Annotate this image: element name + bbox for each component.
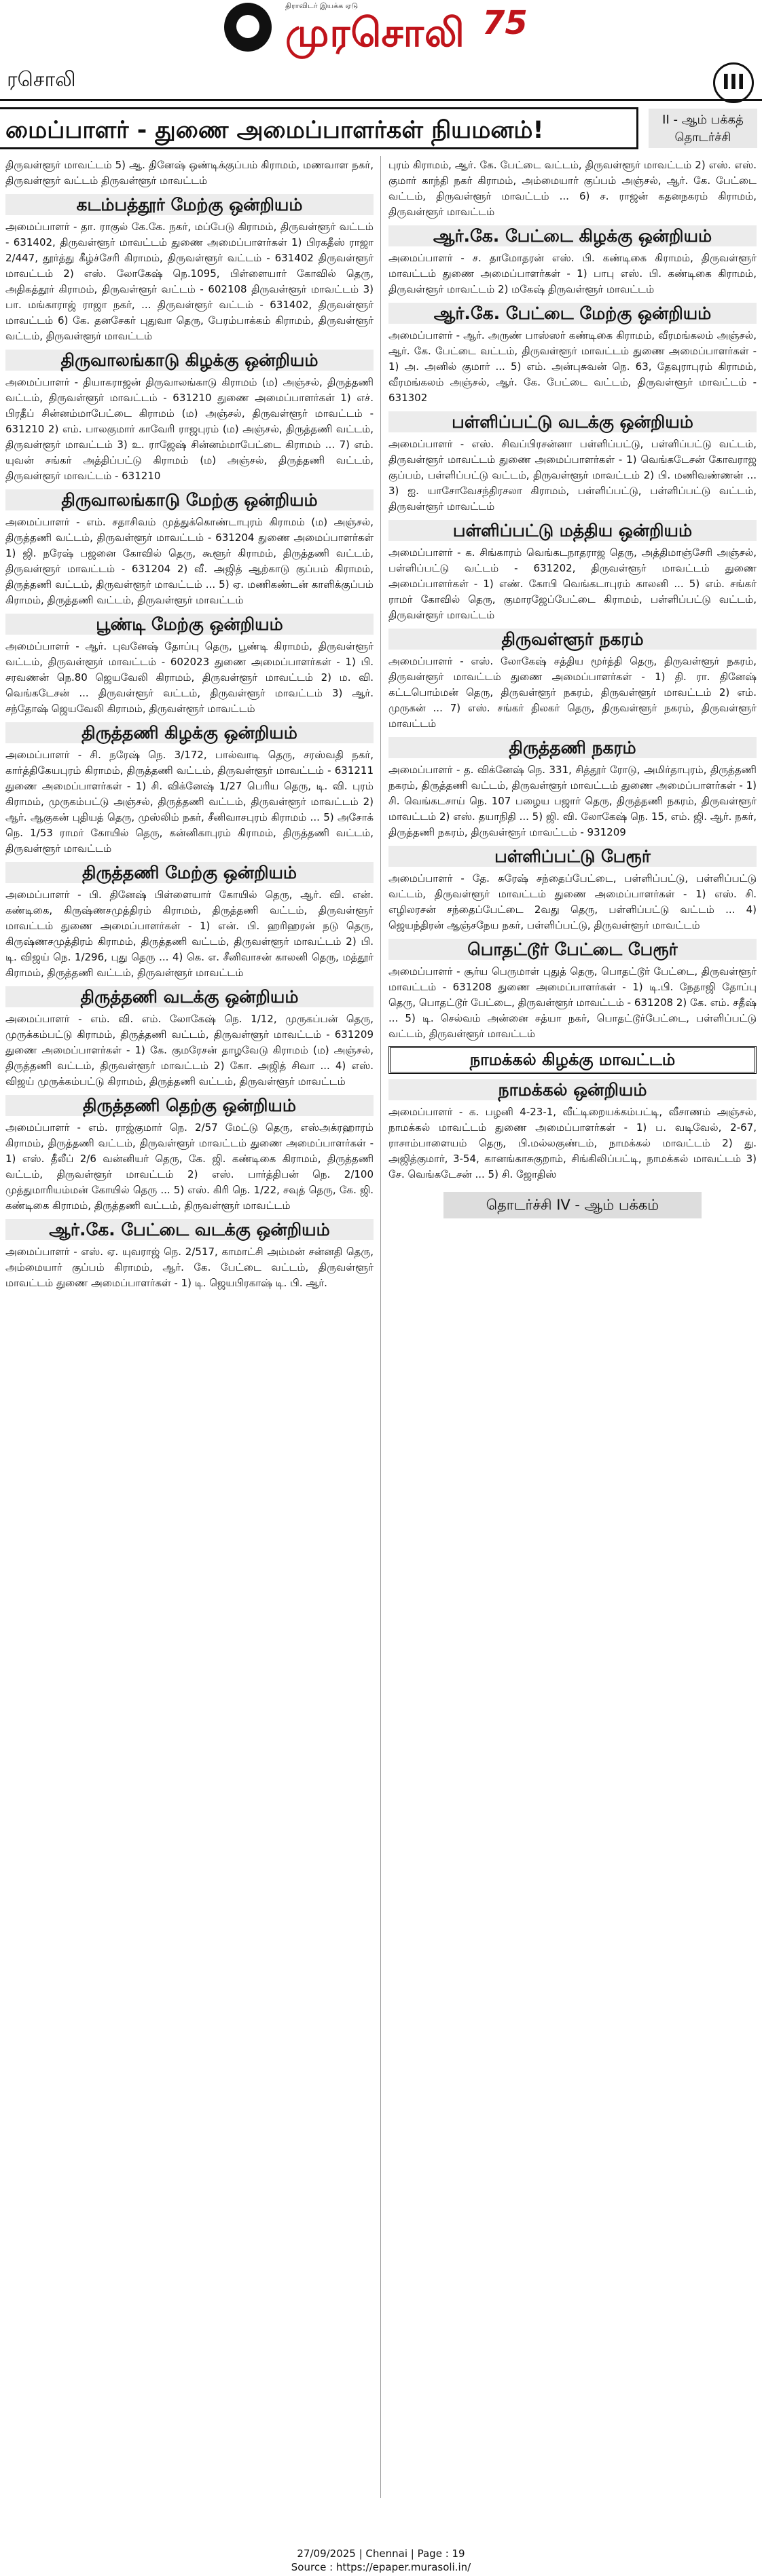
section-heading: நாமக்கல் ஒன்றியம் — [388, 1079, 757, 1100]
section-body: அமைப்பாளர் - சூர்ய பெருமாள் புதுத் தெரு, பொதட்டூர் பேட்டை, திருவள்ளூர் மாவட்டம் - 631208 துணை அமைப்பாளர்கள் - 1) டி.பி. நேதாஜி தோப்பு தெரு, பொதட்டூர் பேட்டை, திருவள்ளூர் மாவட்டம் - 631208 2) கே. எம். சதீஷ் ... 5) டி. செல்வம் அன்னை சத்யா நகர், பொதட்டூர்பேட்டை, பள்ளிப்பட்டு வட்டம், திருவள்ளூர் மாவட்டம் — [388, 965, 757, 1040]
page-headline: மைப்பாளர் - துணை அமைப்பாளர்கள் நியமனம்! — [0, 107, 638, 149]
section-body: அமைப்பாளர் - எஸ். ஏ. யுவராஜ் நெ. 2/517, காமாட்சி அம்மன் சன்னதி தெரு, அம்மையார் குப்பம் கிராமம், ஆர். கே. பேட்டை வட்டம், திருவள்ளூர் மாவட்டம் துணை அமைப்பாளர்கள் - 1) டி. ஜெயபிரகாஷ் டி. பி. ஆர். — [5, 1246, 374, 1289]
anniversary-emblem — [482, 4, 530, 52]
section-body: அமைப்பாளர் - க. சிங்காரம் வெங்கடநாதராஜ தெரு, அத்திமாஞ்சேரி அஞ்சல், பள்ளிப்பட்டு வட்டம் - 631202, திருவள்ளூர் மாவட்டம் துணை அமைப்பாளர்கள் - 1) எண். கோபி வெங்கடாபுரம் காலனி ... 5) எம். சங்கர் ராமர் கோவில் தெரு, குமாரஜேப்பேட்டை கிராமம், பள்ளிப்பட்டு வட்டம், திருவள்ளூர் மாவட்டம் — [388, 546, 757, 621]
section-body: அமைப்பாளர் - ஆர். புவனேஷ் தோப்பு தெரு, பூண்டி கிராமம், திருவள்ளூர் வட்டம், திருவள்ளூர் மாவட்டம் - 602023 துணை அமைப்பாளர்கள் - 1) பி. சரவணன் நெ.80 ஜெயவேலி கிராமம், திருவள்ளூர் மாவட்டம் 2) ம. வி. வெங்கடேசன் ... திருவள்ளூர் வட்டம், திருவள்ளூர் மாவட்டம் 3) ஆர். சந்தோஷ் ஜெயவேலி கிராமம், திருவள்ளூர் மாவட்டம் — [5, 640, 374, 715]
anniversary-number: 75 — [482, 4, 528, 42]
masthead-tagline: திராவிடர் இயக்க ஏடு — [285, 1, 359, 10]
section-body: அமைப்பாளர் - தியாகராஜன் திருவாலங்காடு கிராமம் (ம) அஞ்சல், திருத்தணி வட்டம், திருவள்ளூர் மாவட்டம் - 631210 துணை அமைப்பாளர்கள் 1) எச். பிரதீப் சின்னம்மாபேட்டை கிராமம் (ம) அஞ்சல், திருவள்ளூர் மாவட்டம் - 631210 2) எம். பாலகுமார் காவேரி ராஜபுரம் (ம) அஞ்சல், திருத்தணி வட்டம், திருவள்ளூர் மாவட்டம் 3) உ. ராஜேஷ் சின்னம்மாபேட்டை கிராமம் ... 7) எம். யுவன் சங்கர் அத்திப்பட்டு கிராமம் (ம) அஞ்சல், திருத்தணி வட்டம், திருவள்ளூர் மாவட்டம் - 631210 — [5, 376, 374, 482]
section-body: அமைப்பாளர் - தே. சுரேஷ் சந்தைப்பேட்டை, பள்ளிப்பட்டு, பள்ளிப்பட்டு வட்டம், திருவள்ளூர் மாவட்டம் துணை அமைப்பாளர்கள் - 1) எஸ். சி. எழிலரசன் சந்தைப்பேட்டை 2வது தெரு, பள்ளிப்பட்டு வட்டம் ... 4) ஜெயந்திரன் ஆஞ்சநேய நகர், பள்ளிப்பட்டு, திருவள்ளூர் மாவட்டம் — [388, 872, 757, 931]
section-heading: திருத்தணி நகரம் — [388, 737, 757, 758]
section-heading: திருவள்ளூர் நகரம் — [388, 629, 757, 650]
section-heading: பள்ளிப்பட்டு மத்திய ஒன்றியம் — [388, 520, 757, 541]
footer-date-page: 27/09/2025 | Chennai | Page : 19 — [297, 2547, 465, 2560]
section-heading: திருவாலங்காடு கிழக்கு ஒன்றியம் — [5, 350, 374, 371]
section-heading: பொதட்டூர் பேட்டை பேரூர் — [388, 939, 757, 960]
section-body: அமைப்பாளர் - எம். வி. எம். லோகேஷ் நெ. 1/12, முருகப்பன் தெரு, முருக்கம்பட்டு கிராமம், திருத்தணி வட்டம், திருவள்ளூர் மாவட்டம் - 631209 துணை அமைப்பாளர்கள் - 1) கே. குமரேசன் தாழவேடு கிராமம் (ம) அஞ்சல், திருத்தணி வட்டம், திருவள்ளூர் மாவட்டம் 2) கோ. அஜித் சிவா ... 4) எஸ். விஜய் முருக்கம்பட்டு கிராமம், திருத்தணி வட்டம், திருவள்ளூர் மாவட்டம் — [5, 1013, 374, 1087]
section-heading: ஆர்.கே. பேட்டை கிழக்கு ஒன்றியம் — [388, 225, 757, 246]
left-intro: திருவள்ளூர் மாவட்டம் 5) ஆ. தினேஷ் ஒண்டிக்குப்பம் கிராமம், மணவாள நகர், திருவள்ளூர் வட்டம் திருவள்ளூர் மாவட்டம் — [5, 159, 374, 187]
section-body: அமைப்பாளர் - சி. நரேஷ் நெ. 3/172, பால்வாடி தெரு, சரஸ்வதி நகர், கார்த்திகேயபுரம் கிராமம், திருத்தணி வட்டம், திருவள்ளூர் மாவட்டம் - 631211 துணை அமைப்பாளர்கள் - 1) சி. விக்னேஷ் 1/27 பெரிய தெரு, டி. வி. புரம் கிராமம், முருகம்பட்டு அஞ்சல், திருத்தணி வட்டம், திருவள்ளூர் மாவட்டம் 2) ஆர். ஆகுகன் புதியத் தெரு, முஸ்லிம் நகர், சீனிவாசபுரம் கிராமம் ... 5) அசோக் நெ. 1/53 ராமர் கோயில் தெரு, கன்னிகாபுரம் கிராமம், திருத்தணி வட்டம், திருவள்ளூர் மாவட்டம் — [5, 749, 374, 855]
column-divider — [380, 156, 381, 2498]
section-heading: திருத்தணி கிழக்கு ஒன்றியம் — [5, 722, 374, 743]
section-body: அமைப்பாளர் - எஸ். சிவப்பிரசன்னா பள்ளிப்பட்டு, பள்ளிப்பட்டு வட்டம், திருவள்ளூர் மாவட்டம் துணை அமைப்பாளர்கள் - 1) வெங்கடேசன் கோவராஜ குப்பம், பள்ளிப்பட்டு வட்டம், திருவள்ளூர் மாவட்டம் 2) பி. மணிவண்ணன் ... 3) ஐ. யாசோவேசந்திரசலா கிராமம், பள்ளிப்பட்டு, பள்ளிப்பட்டு வட்டம், திருவள்ளூர் மாவட்டம் — [388, 438, 757, 512]
section-body: அமைப்பாளர் - எஸ். லோகேஷ் சத்திய மூர்த்தி தெரு, திருவள்ளூர் நகரம், திருவள்ளூர் மாவட்டம் துணை அமைப்பாளர்கள் - 1) தி. ரா. தினேஷ் கட்டபொம்மன் தெரு, திருவள்ளூர் நகரம், திருவள்ளூர் மாவட்டம் 2) எம். முருகன் ... 7) எஸ். சங்கர் திலகர் தெரு, திருவள்ளூர் நகரம், திருவள்ளூர் மாவட்டம் — [388, 655, 757, 730]
left-column — [5, 157, 374, 1292]
page-number-badge: III — [713, 62, 754, 103]
section-heading: திருவாலங்காடு மேற்கு ஒன்றியம் — [5, 489, 374, 510]
section-body: அமைப்பாளர் - பி. தினேஷ் பிள்ளையார் கோயில் தெரு, ஆர். வி. என். கண்டிகை, கிருஷ்ணசமுத்திரம் கிராமம், திருத்தணி வட்டம், திருவள்ளூர் மாவட்டம் துணை அமைப்பாளர்கள் - 1) என். பி. ஹரிஹரன் நடு தெரு, கிருஷ்ணசமுத்திரம் கிராமம், திருத்தணி வட்டம், திருவள்ளூர் மாவட்டம் 2) பி. டி. விஜய் நெ. 1/296, புது தெரு ... 4) கெ. எ. சீனிவாசன் காலனி தெரு, மத்தூர் கிராமம், திருத்தணி வட்டம், திருவள்ளூர் மாவட்டம் — [5, 889, 374, 979]
page-footer — [0, 2547, 762, 2574]
section-body: அமைப்பாளர் - ஆர். அருண் பாஸ்ஸர் கண்டிகை கிராமம், வீரமங்கலம் அஞ்சல், ஆர். கே. பேட்டை வட்டம், திருவள்ளூர் மாவட்டம் துணை அமைப்பாளர்கள் - 1) அ. அனில் குமார் ... 5) எம். அன்புசுவன் நெ. 63, தேவுராபுரம் கிராமம், வீரமங்கலம் அஞ்சல், ஆர். கே. பேட்டை வட்டம், திருவள்ளூர் மாவட்டம் - 631302 — [388, 329, 757, 404]
section-heading: பூண்டி மேற்கு ஒன்றியம் — [5, 614, 374, 635]
footer-source: Source : https://epaper.murasoli.in/ — [291, 2561, 471, 2573]
section-body: அமைப்பாளர் - ச. தாமோதரன் எஸ். பி. கண்டிகை கிராமம், திருவள்ளூர் மாவட்டம் துணை அமைப்பாளர்கள் - 1) பாபு எஸ். பி. கண்டிகை கிராமம், திருவள்ளூர் மாவட்டம் 2) மகேஷ் திருவள்ளூர் மாவட்டம் — [388, 252, 757, 295]
continued-to-label: தொடர்ச்சி IV - ஆம் பக்கம் — [443, 1192, 701, 1218]
section-heading: திருத்தணி வடக்கு ஒன்றியம் — [5, 986, 374, 1007]
section-heading: ஆர்.கே. பேட்டை வடக்கு ஒன்றியம் — [5, 1219, 374, 1240]
party-logo-icon — [224, 3, 272, 52]
continued-from-label: II - ஆம் பக்கத் தொடர்ச்சி — [649, 109, 757, 148]
section-body: அமைப்பாளர் - தா. ராகுல் கே.கே. நகர், மப்பேடு கிராமம், திருவள்ளூர் வட்டம் - 631402, திருவள்ளூர் மாவட்டம் துணை அமைப்பாளர்கள் 1) பிரகதீஸ் ராஜா 2/447, தூர்த்து கீழ்ச்சேரி கிராமம், திருவள்ளூர் வட்டம் - 631402 திருவள்ளூர் மாவட்டம் 2) எஸ். லோகேஷ் நெ.1095, பிள்ளையார் கோவில் தெரு, அதிகத்தூர் கிராமம், திருவள்ளூர் வட்டம் - 602108 திருவள்ளூர் மாவட்டம் 3) பா. மங்காராஜ் ராஜா நகர், ... திருவள்ளூர் வட்டம் - 631402, திருவள்ளூர் மாவட்டம் 6) கே. தனசேகர் புதுவா தெரு, பேரம்பாக்கம் கிராமம், திருவள்ளூர் வட்டம், திருவள்ளூர் மாவட்டம் — [5, 221, 374, 342]
section-heading: ஆர்.கே. பேட்டை மேற்கு ஒன்றியம் — [388, 303, 757, 324]
page-header-bar — [0, 61, 762, 101]
section-heading: கடம்பத்தூர் மேற்கு ஒன்றியம் — [5, 194, 374, 215]
section-body: அமைப்பாளர் - க. பழனி 4-23-1, வீட்டிறையக்கம்பட்டி, வீசாணம் அஞ்சல், நாமக்கல் மாவட்டம் துணை அமைப்பாளர்கள் - 1) ப. வடிவேல், 2-67, ராசாம்பாளையம் தெரு, பி.மல்லகுண்டம், நாமக்கல் மாவட்டம் 2) து. அஜித்குமார், 3-54, கானங்காசுகுறாம், சிங்கிலிப்பட்டி, நாமக்கல் மாவட்டம் 3) சே. வெங்கடேசன் ... 5) சி. ஜோதிஸ் — [388, 1106, 757, 1180]
section-heading: திருத்தணி தெற்கு ஒன்றியம் — [5, 1095, 374, 1116]
district-title-box: நாமக்கல் கிழக்கு மாவட்டம் — [388, 1046, 757, 1074]
section-body: அமைப்பாளர் - எம். சதாசிவம் முத்துக்கொண்டாபுரம் கிராமம் (ம) அஞ்சல், திருத்தணி வட்டம், திருவள்ளூர் மாவட்டம் - 631204 துணை அமைப்பாளர்கள் 1) ஜி. நரேஷ் பஜனை கோவில் தெரு, கூளூர் கிராமம், திருத்தணி வட்டம், திருவள்ளூர் மாவட்டம் - 631204 2) வீ. அஜித் ஆற்காடு குப்பம் கிராமம், திருத்தணி வட்டம், திருவள்ளூர் மாவட்டம் ... 5) ஏ. மணிகண்டன் காளிக்குப்பம் கிராமம், திருத்தணி வட்டம், திருவள்ளூர் மாவட்டம் — [5, 516, 374, 606]
masthead — [0, 0, 762, 60]
section-body: அமைப்பாளர் - எம். ராஜ்குமார் நெ. 2/57 மேட்டு தெரு, எஸ்அக்ரஹாரம் கிராமம், திருத்தணி வட்டம், திருவள்ளூர் மாவட்டம் துணை அமைப்பாளர்கள் - 1) எஸ். தீலீப் 2/6 வன்னியர் தெரு, கே. ஜி. கண்டிகை கிராமம், திருத்தணி வட்டம், திருவள்ளூர் மாவட்டம் 2) எஸ். பார்த்திபன் நெ. 2/100 முத்துமாரியம்மன் கோயில் தெரு ... 5) எஸ். கிரி நெ. 1/22, சவுத் தெரு, கே. ஜி. கண்டிகை கிராமம், திருத்தணி வட்டம், திருவள்ளூர் மாவட்டம் — [5, 1121, 374, 1212]
section-heading: பள்ளிப்பட்டு வடக்கு ஒன்றியம் — [388, 411, 757, 432]
section-heading: திருத்தணி மேற்கு ஒன்றியம் — [5, 862, 374, 883]
paper-name: ரசொலி — [7, 68, 76, 92]
right-column — [388, 157, 757, 1218]
section-heading: பள்ளிப்பட்டு பேரூர் — [388, 846, 757, 867]
section-body: அமைப்பாளர் - த. விக்னேஷ் நெ. 331, சித்தூர் ரோடு, அமிர்தாபுரம், திருத்தணி நகரம், திருத்தணி வட்டம், திருவள்ளூர் மாவட்டம் துணை அமைப்பாளர்கள் - 1) சி. வெங்கடசாய் நெ. 107 பழைய பஜார் தெரு, திருத்தணி நகரம், திருவள்ளூர் மாவட்டம் 2) எஸ். தயாநிதி ... 5) ஜி. வி. லோகேஷ் நெ. 15, எம். ஜி. ஆர். நகர், திருத்தணி நகரம், திருவள்ளூர் மாவட்டம் - 931209 — [388, 764, 757, 838]
right-intro: புரம் கிராமம், ஆர். கே. பேட்டை வட்டம், திருவள்ளூர் மாவட்டம் 2) எஸ். எஸ். குமார் காந்தி நகர் கிராமம், அம்மையார் குப்பம் அஞ்சல், ஆர். கே. பேட்டை வட்டம், திருவள்ளூர் மாவட்டம் ... 6) ச. ராஜன் கதனநகரம் கிராமம், திருவள்ளூர் மாவட்டம் — [388, 159, 757, 218]
masthead-title: முரசொலி — [285, 10, 465, 56]
